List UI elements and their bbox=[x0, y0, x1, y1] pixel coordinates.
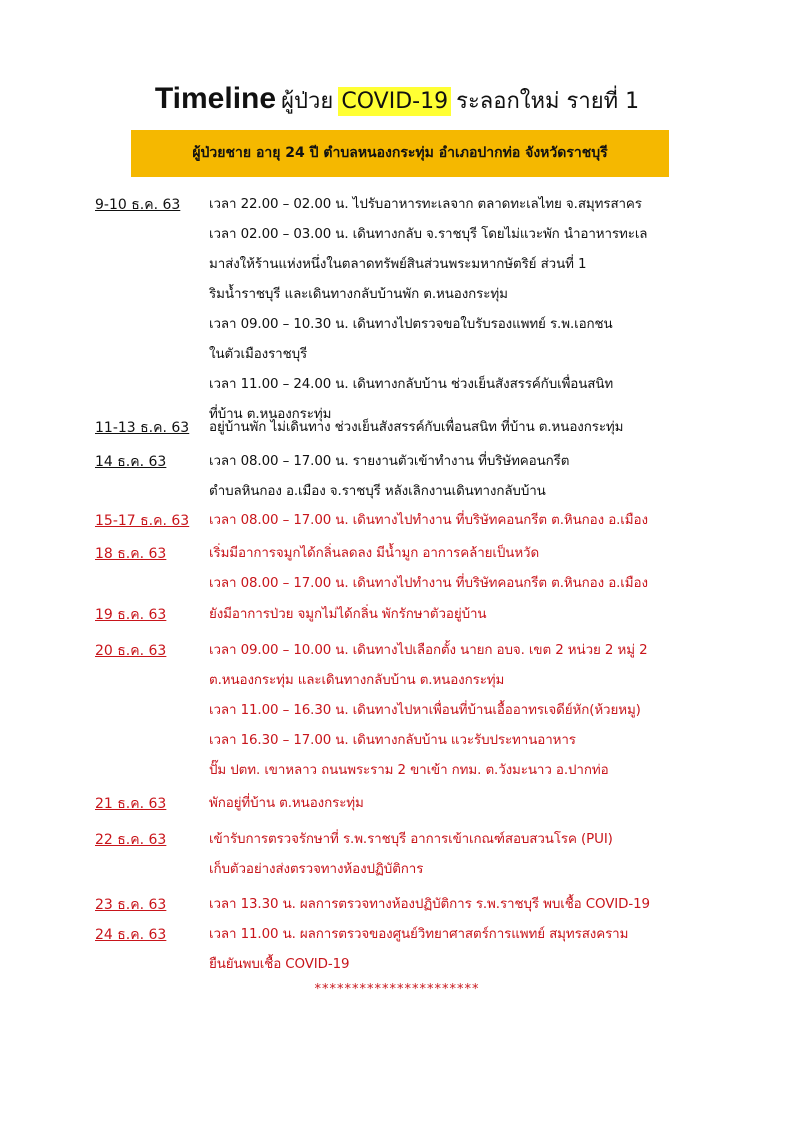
entry-line: เวลา 08.00 – 17.00 น. เดินทางไปทำงาน ที่บริษัทคอนกรีต ต.หินกอง อ.เมือง bbox=[209, 513, 648, 528]
entry-line: เวลา 08.00 – 17.00 น. รายงานตัวเข้าทำงาน ที่บริษัทคอนกรีต bbox=[209, 454, 570, 469]
patient-info-banner: ผู้ป่วยชาย อายุ 24 ปี ตำบลหนองกระทุ่ม อำเภอปากท่อ จังหวัดราชบุรี bbox=[131, 130, 669, 177]
title-covid-highlight: COVID-19 bbox=[338, 87, 451, 116]
entry-date: 23 ธ.ค. 63 bbox=[95, 897, 167, 913]
entry-date: 18 ธ.ค. 63 bbox=[95, 546, 167, 562]
entry-line: ปั๊ม ปตท. เขาหลาว ถนนพระราม 2 ขาเข้า กทม. ต.วังมะนาว อ.ปากท่อ bbox=[209, 763, 609, 778]
entry-line: พักอยู่ที่บ้าน ต.หนองกระทุ่ม bbox=[209, 796, 364, 811]
entry-line: ริมน้ำราชบุรี และเดินทางกลับบ้านพัก ต.หนองกระทุ่ม bbox=[209, 287, 508, 302]
entry-date: 14 ธ.ค. 63 bbox=[95, 454, 167, 470]
entry-lines bbox=[209, 190, 647, 430]
entry-line: เวลา 09.00 – 10.30 น. เดินทางไปตรวจขอใบรับรองแพทย์ ร.พ.เอกชน bbox=[209, 317, 613, 332]
entry-line: ที่บ้าน ต.หนองกระทุ่ม bbox=[209, 407, 332, 422]
entry-line: เข้ารับการตรวจรักษาที่ ร.พ.ราชบุรี อาการเข้าเกณฑ์สอบสวนโรค (PUI) bbox=[209, 832, 613, 847]
entry-date: 15-17 ธ.ค. 63 bbox=[95, 513, 190, 529]
entry-lines bbox=[209, 539, 648, 599]
entry-line: เวลา 11.00 น. ผลการตรวจของศูนย์วิทยาศาสตร์การแพทย์ สมุทรสงคราม bbox=[209, 927, 629, 942]
entry-lines bbox=[209, 506, 648, 536]
title-timeline: Timeline bbox=[154, 82, 277, 115]
title-patient: ผู้ป่วย bbox=[281, 89, 334, 114]
entry-lines bbox=[209, 413, 623, 443]
entry-line: ในตัวเมืองราชบุรี bbox=[209, 347, 308, 362]
entry-line: ตำบลหินกอง อ.เมือง จ.ราชบุรี หลังเลิกงานเดินทางกลับบ้าน bbox=[209, 484, 546, 499]
entry-date: 24 ธ.ค. 63 bbox=[95, 927, 167, 943]
entry-date: 21 ธ.ค. 63 bbox=[95, 796, 167, 812]
entry-line: เวลา 08.00 – 17.00 น. เดินทางไปทำงาน ที่บริษัทคอนกรีต ต.หินกอง อ.เมือง bbox=[209, 576, 648, 591]
entry-line: เวลา 11.00 – 24.00 น. เดินทางกลับบ้าน ช่วงเย็นสังสรรค์กับเพื่อนสนิท bbox=[209, 377, 614, 392]
entry-line: อยู่บ้านพัก ไม่เดินทาง ช่วงเย็นสังสรรค์กับเพื่อนสนิท ที่บ้าน ต.หนองกระทุ่ม bbox=[209, 420, 624, 435]
entry-lines bbox=[209, 447, 569, 507]
entry-date: 20 ธ.ค. 63 bbox=[95, 643, 167, 659]
entry-line: เวลา 13.30 น. ผลการตรวจทางห้องปฏิบัติการ ร.พ.ราชบุรี พบเชื้อ COVID-19 bbox=[209, 897, 650, 912]
entry-line: เริ่มมีอาการจมูกได้กลิ่นลดลง มีน้ำมูก อาการคล้ายเป็นหวัด bbox=[209, 546, 540, 561]
entry-date: 11-13 ธ.ค. 63 bbox=[95, 420, 190, 436]
entry-line: ยังมีอาการป่วย จมูกไม่ได้กลิ่น พักรักษาตัวอยู่บ้าน bbox=[209, 607, 487, 622]
title-wave-case: ระลอกใหม่ รายที่ 1 bbox=[456, 89, 640, 114]
entry-line: เวลา 02.00 – 03.00 น. เดินทางกลับ จ.ราชบุรี โดยไม่แวะพัก นำอาหารทะเล bbox=[209, 227, 648, 242]
entry-line: มาส่งให้ร้านแห่งหนึ่งในตลาดทรัพย์สินส่วนพระมหากษัตริย์ ส่วนที่ 1 bbox=[209, 257, 587, 272]
entry-line: เวลา 22.00 – 02.00 น. ไปรับอาหารทะเลจาก ตลาดทะเลไทย จ.สมุทรสาคร bbox=[209, 197, 642, 212]
entry-lines bbox=[209, 636, 648, 786]
entry-line: เวลา 09.00 – 10.00 น. เดินทางไปเลือกตั้ง นายก อบจ. เขต 2 หน่วย 2 หมู่ 2 bbox=[209, 643, 648, 658]
entry-lines bbox=[209, 825, 613, 885]
entry-line: เวลา 16.30 – 17.00 น. เดินทางกลับบ้าน แวะรับประทานอาหาร bbox=[209, 733, 576, 748]
entry-lines bbox=[209, 600, 486, 630]
entry-lines bbox=[209, 890, 650, 920]
entry-date: 19 ธ.ค. 63 bbox=[95, 607, 167, 623]
page-title bbox=[0, 74, 794, 124]
entry-line: เวลา 11.00 – 16.30 น. เดินทางไปหาเพื่อนที่บ้านเอื้ออาทรเจดีย์หัก(ห้วยหมู) bbox=[209, 703, 641, 718]
entry-lines bbox=[209, 920, 628, 980]
entry-line: ต.หนองกระทุ่ม และเดินทางกลับบ้าน ต.หนองกระทุ่ม bbox=[209, 673, 505, 688]
entry-date: 22 ธ.ค. 63 bbox=[95, 832, 167, 848]
entry-lines bbox=[209, 789, 364, 819]
entry-line: ยืนยันพบเชื้อ COVID-19 bbox=[209, 957, 350, 972]
entry-date: 9-10 ธ.ค. 63 bbox=[95, 197, 181, 213]
entry-line: เก็บตัวอย่างส่งตรวจทางห้องปฏิบัติการ bbox=[209, 862, 424, 877]
footer-stars: ********************** bbox=[314, 982, 480, 997]
